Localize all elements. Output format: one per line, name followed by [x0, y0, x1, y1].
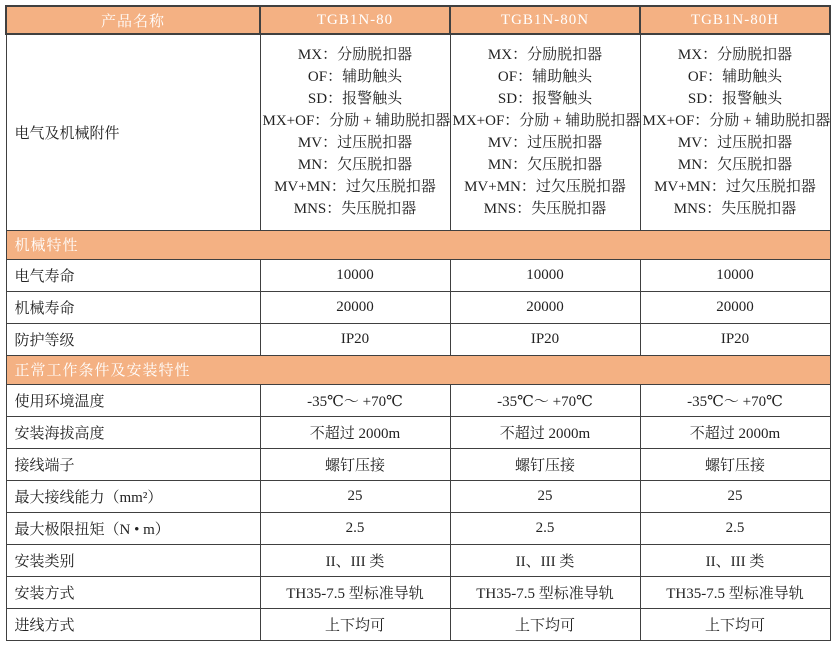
table-row — [6, 384, 830, 416]
row-label: 防护等级 — [6, 323, 260, 355]
table-row — [6, 416, 830, 448]
value-cell: TH35-7.5 型标准导轨 — [450, 576, 640, 608]
accessory-item: MX+OF：分励 + 辅助脱扣器 — [642, 113, 831, 130]
row-label: 最大接线能力（mm²） — [6, 480, 260, 512]
section-bar-mechanical — [6, 230, 830, 259]
table-row — [6, 512, 830, 544]
value-cell: 上下均可 — [640, 608, 830, 640]
row-label: 安装海拔高度 — [6, 416, 260, 448]
table-row — [6, 259, 830, 291]
accessory-item: MN：欠压脱扣器 — [297, 157, 413, 174]
value-cell: 2.5 — [640, 512, 830, 544]
header-row — [6, 6, 830, 34]
value-cell: 不超过 2000m — [450, 416, 640, 448]
value-cell: 10000 — [260, 259, 450, 291]
value-cell: 20000 — [640, 291, 830, 323]
value-cell: 25 — [450, 480, 640, 512]
value-cell: 10000 — [450, 259, 640, 291]
row-label: 安装方式 — [6, 576, 260, 608]
value-cell: -35℃～ +70℃ — [640, 384, 830, 416]
accessory-item: MV：过压脱扣器 — [487, 135, 603, 152]
product-spec-table — [5, 5, 831, 641]
accessory-item: MX：分励脱扣器 — [677, 47, 793, 64]
value-cell: 2.5 — [260, 512, 450, 544]
row-label: 最大极限扭矩（N • m） — [6, 512, 260, 544]
accessory-item: OF：辅助触头 — [497, 69, 593, 86]
table-row — [6, 480, 830, 512]
accessory-item: MV+MN：过欠压脱扣器 — [274, 179, 436, 196]
accessory-item: OF：辅助触头 — [307, 69, 403, 86]
value-cell: 螺钉压接 — [450, 448, 640, 480]
table-header — [6, 6, 830, 34]
accessory-item: MNS：失压脱扣器 — [483, 201, 607, 218]
accessory-item: MNS：失压脱扣器 — [673, 201, 797, 218]
value-cell: 不超过 2000m — [640, 416, 830, 448]
header-model-tgb1n-80n: TGB1N-80N — [450, 6, 640, 34]
accessory-item: SD：报警触头 — [497, 91, 593, 108]
value-cell: -35℃～ +70℃ — [260, 384, 450, 416]
value-cell: 螺钉压接 — [260, 448, 450, 480]
value-cell: IP20 — [260, 323, 450, 355]
accessory-item: OF：辅助触头 — [687, 69, 783, 86]
accessories-cell-col3 — [640, 34, 830, 230]
row-label: 电气寿命 — [6, 259, 260, 291]
section-title: 机械特性 — [6, 230, 830, 259]
row-label: 机械寿命 — [6, 291, 260, 323]
accessory-item: MX：分励脱扣器 — [487, 47, 603, 64]
value-cell: II、III 类 — [260, 544, 450, 576]
accessory-item: MV：过压脱扣器 — [297, 135, 413, 152]
value-cell: -35℃～ +70℃ — [450, 384, 640, 416]
section-title: 正常工作条件及安装特性 — [6, 355, 830, 384]
value-cell: II、III 类 — [450, 544, 640, 576]
value-cell: IP20 — [450, 323, 640, 355]
table-row — [6, 323, 830, 355]
value-cell: TH35-7.5 型标准导轨 — [260, 576, 450, 608]
accessory-item: MN：欠压脱扣器 — [677, 157, 793, 174]
header-product-name: 产品名称 — [6, 6, 260, 34]
value-cell: 25 — [640, 480, 830, 512]
row-label: 接线端子 — [6, 448, 260, 480]
accessory-item: MNS：失压脱扣器 — [293, 201, 417, 218]
table-row — [6, 291, 830, 323]
row-label: 使用环境温度 — [6, 384, 260, 416]
value-cell: 不超过 2000m — [260, 416, 450, 448]
value-cell: 螺钉压接 — [640, 448, 830, 480]
value-cell: 20000 — [450, 291, 640, 323]
value-cell: IP20 — [640, 323, 830, 355]
table-row — [6, 576, 830, 608]
accessory-item: MX：分励脱扣器 — [297, 47, 413, 64]
accessory-item: SD：报警触头 — [307, 91, 403, 108]
accessories-cell-col1 — [260, 34, 450, 230]
accessories-cell-col2 — [450, 34, 640, 230]
value-cell: 上下均可 — [450, 608, 640, 640]
value-cell: 2.5 — [450, 512, 640, 544]
value-cell: 10000 — [640, 259, 830, 291]
value-cell: 25 — [260, 480, 450, 512]
accessory-item: MV+MN：过欠压脱扣器 — [464, 179, 626, 196]
table-row — [6, 608, 830, 640]
accessories-label: 电气及机械附件 — [6, 34, 260, 230]
accessory-item: MN：欠压脱扣器 — [487, 157, 603, 174]
accessory-item: MV：过压脱扣器 — [677, 135, 793, 152]
section-bar-conditions — [6, 355, 830, 384]
header-model-tgb1n-80h: TGB1N-80H — [640, 6, 830, 34]
value-cell: II、III 类 — [640, 544, 830, 576]
value-cell: TH35-7.5 型标准导轨 — [640, 576, 830, 608]
accessory-item: MX+OF：分励 + 辅助脱扣器 — [452, 113, 641, 130]
value-cell: 上下均可 — [260, 608, 450, 640]
header-model-tgb1n-80: TGB1N-80 — [260, 6, 450, 34]
row-label: 进线方式 — [6, 608, 260, 640]
accessories-row — [6, 34, 830, 230]
accessory-item: MX+OF：分励 + 辅助脱扣器 — [262, 113, 451, 130]
table-body — [6, 34, 830, 640]
row-label: 安装类别 — [6, 544, 260, 576]
accessory-item: SD：报警触头 — [687, 91, 783, 108]
table-row — [6, 448, 830, 480]
accessory-item: MV+MN：过欠压脱扣器 — [654, 179, 816, 196]
value-cell: 20000 — [260, 291, 450, 323]
table-row — [6, 544, 830, 576]
